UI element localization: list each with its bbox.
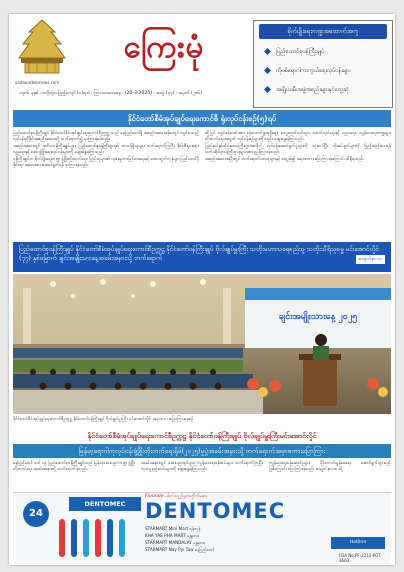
toothpaste-advertisement[interactable] (13, 492, 391, 564)
paragraph: ပြည်ထောင်စုဝန်ကြီးချုပ် နိုင်ငံတော်စီမံအုပ်ချုပ်ရေးကောင်စီဥက္ကဋ္ဌ သည် နေပြည်တော်ရှိ အစည်းအဝေးခန်းမတွင် ကျင်းပသည့် လုပ်ငန်းညှိနှိုင်းအစည်းအဝေးသို့ တက်ရောက်၍ မှာကြားခဲ့ပါသည်။ (13, 130, 199, 141)
contents-item[interactable] (264, 64, 386, 77)
newspaper-page (9, 14, 395, 565)
masthead (9, 14, 395, 104)
contents-item-label: ပြည်ထောင်စုဝန်ကြီးချုပ် (276, 49, 325, 55)
diamond-bullet-icon (264, 48, 271, 55)
story-body (13, 130, 391, 236)
store-line: STARMART Mini Mart ရန်ကုန် (145, 526, 201, 531)
story-body (13, 460, 391, 490)
ad-brand: DENTOMEC (145, 499, 286, 523)
story-column: အခမ်းအနားတွင် ဆေးပညာရှင်များ၊ ကျန်းမာရေးဝန်ထမ်းများ တက်ရောက်ကြပြီး ကုသမှုနည်းလမ်းများကို ဆွေးနွေးခဲ့ကြသည်။ (141, 460, 263, 471)
story-column (205, 130, 391, 236)
story-column: နေပြည်တော် မတ် ၁၉ ပြည်ထောင်စုဝန်ကြီးချုပ်သည် မြန်မာ့ဆေးပညာကဏ္ဍ ဖွံ့ဖြိုးတိုးတက်ရေး အခမ်းအနားသို့ တက်ရောက်ခဲ့သည်။ (13, 460, 135, 471)
store-line: KHA YAE PHA MART မန္တလေး (145, 533, 199, 538)
diamond-bullet-icon (264, 67, 271, 74)
fda-number: FDA No.PF-2212-POT-3663 (339, 553, 382, 563)
paragraph: အစည်းအဝေးအပြီးတွင် တက်ရောက်လာသူများနှင့် တွေ့ဆုံ၍ အမှာစကား ပြောကြားခဲ့ကြောင်း သိရှိရသည်။ (205, 156, 364, 162)
store-line: STARMART MANDALAY မန္တလေး (145, 540, 205, 545)
paragraph: ထို့ပြင် လျှပ်စစ်ဓာတ်အား လုံလောက်စွာရရှိရေး၊ ကျေးလက်လမ်းများ ဖောက်လုပ်ရေးနှင့် ပညာရေး၊ ကျန်းမာရေးကဏ္ဍများ တိုးတက်ရေးအတွက် လုပ်ငန်းစဉ်များကိုလည်း ဆွေးနွေးခဲ့ကြသည်။ (205, 130, 391, 141)
photo-caption: နိုင်ငံတော်စီမံအုပ်ချုပ်ရေးကောင်စီဥက္ကဋ္ဌ နိုင်ငံတော်ဝန်ကြီးချုပ် ဗိုလ်ချုပ်မှူးကြီး မင်းအောင်လှိုင် အမှာစကားပြောကြားနေစဉ် (13, 416, 194, 421)
emblem-icon (15, 18, 69, 78)
news-photo (13, 274, 391, 414)
headline-primary[interactable]: နိုင်ငံတော်စီမံအုပ်ချုပ်ရေးကောင်စီ ရုံးလုပ်ငန်းစဉ်(၅)ရပ် (13, 110, 391, 127)
ad-tagline: Fluoride ပါဝင်သည့်သွားတိုက်ဆေး (145, 494, 207, 499)
paragraph: ပြည်နယ်နှင့်တိုင်းဒေသကြီးများအလိုက် လုပ်ငန်းဆောင်ရွက်မှုများကို သုံးသပ်ပြီး လိုအပ်ချက်များကို ဖြည့်ဆည်းပေးရန် သက်ဆိုင်ရာဝန်ကြီးဌာနများအား ညွှန်ကြားခဲ့သည်။ (205, 143, 391, 154)
hotline-badge[interactable]: Hotline (331, 537, 385, 549)
continued-page-label[interactable]: စာမျက်နှာ-၁၈ (356, 255, 385, 264)
contents-heading: စိုက်ပျိုးရေးကဏ္ဍအထောက်အကူ (259, 24, 387, 39)
store-list (145, 525, 325, 553)
website-link[interactable]: yadanarbonnews.com (15, 80, 60, 85)
contents-item[interactable] (264, 83, 386, 96)
product-box-logo: DENTOMEC (69, 497, 141, 511)
store-line: STARMART Nay Pyi Taw နေပြည်တော် (145, 547, 215, 552)
contents-item[interactable] (264, 45, 386, 58)
contents-item-label: ကိုဗစ်ရောဂါကာကွယ်ရေးလုပ်ငန်းများ (276, 68, 351, 74)
toothbrush-illustration (53, 513, 143, 559)
contents-item-label: အမျိုးသမီးအဖွဲ့အစည်းများနှင့်တွေ့ဆုံ (276, 87, 349, 93)
stage-banner-text: ချင်းအမျိုးသားနေ့ ၂၀၂၅ (278, 312, 358, 322)
badge-24-hour: 24 (23, 501, 49, 527)
story-column (13, 130, 199, 236)
headline-secondary[interactable]: နိုင်ငံတော်စီမံအုပ်ချုပ်ရေးကောင်စီဥက္ကဋ္ဌ နိုင်ငံတော်ဝန်ကြီးချုပ် ဗိုလ်ချုပ်မှူးကြီးမင်းအောင်လှိုင် (87, 432, 317, 440)
diamond-bullet-icon (264, 86, 271, 93)
headline-secondary-banner[interactable]: မြန်မာ့ရောဂါကုလုပ်ငန်းဖွံ့ဖြိုးတိုးတက်ရေးရိုမ်(၂၀၂၅)မှုပွဲအခမ်းအနားသို့ တက်ရောက်အမှာစကားပြောကြား (13, 444, 391, 458)
headline-lead[interactable] (13, 242, 391, 272)
paragraph: အစည်းအဝေးတွင် ဒုတိယဝန်ကြီးချုပ်များ၊ ပြည်ထောင်စုဝန်ကြီးများနှင့် တာဝန်ရှိသူများ တက်ရောက်ကြပြီး နိုင်ငံ့စီးပွားရေး၊ လူမှုရေးနှင့် ဒေသဖွံ့ဖြိုးရေးလုပ်ငန်းများကို ဆွေးနွေးခဲ့ကြသည်။ (13, 143, 199, 154)
dateline: ၁၃၈၆ ခုနှစ် ၊ တပို့တွဲလပြည့်ကျော် (၈)ရက် ၊ ကြာသပတေးနေ့ ၊ (20-3-2025) ၊ အတွဲ (၃၃) ၊ အမှတ် (၂၀၆) (19, 91, 202, 96)
paragraph: ဝန်ကြီးချုပ်က စိုက်ပျိုးရေးကဏ္ဍ ဖွံ့ဖြိုးတိုးတက်ရေး၊ ပြည်သူများ၏ လူနေမှုဘဝမြင့်မားရေးနှင့် ဒေသထွက်ကုန်များ ပြည်ပတင်ပို့နိုင်ရေး အလေးထားဆောင်ရွက်ရန် မှာကြားခဲ့သည်။ (13, 156, 199, 167)
contents-box (253, 20, 393, 108)
story-column: ကျန်းမာရေးဝန်ဆောင်မှုများ ပိုမိုကောင်းမွန်စေရေး ဆောင်ရွက်သွားမည်ဖြစ်ကြောင်း ပြောကြားခဲ့သည်။ စာမျက်နှာ-၁၈ သို့ (269, 460, 391, 471)
newspaper-title: ကြေးမုံ (123, 29, 205, 65)
lead-headline-text: ပြည်ထောင်စုဝန်ကြီးချုပ် နိုင်ငံတော်စီမံအုပ်ချုပ်ရေးကောင်စီဥက္ကဋ္ဌ နိုင်ငံတော်ဝန်ကြီးချုပ် ဗိုလ်ချုပ်မှူးကြီး သတိုးမဟာသရေစည်သူ သတိုးသီရိသုဓမ္မ မင်းအောင်လှိုင် (၇၇) နှစ်မြောက် ချင်းအမျိုးသားနေ့အခမ်းအနားသို့ တက်ရောက် (19, 246, 379, 262)
